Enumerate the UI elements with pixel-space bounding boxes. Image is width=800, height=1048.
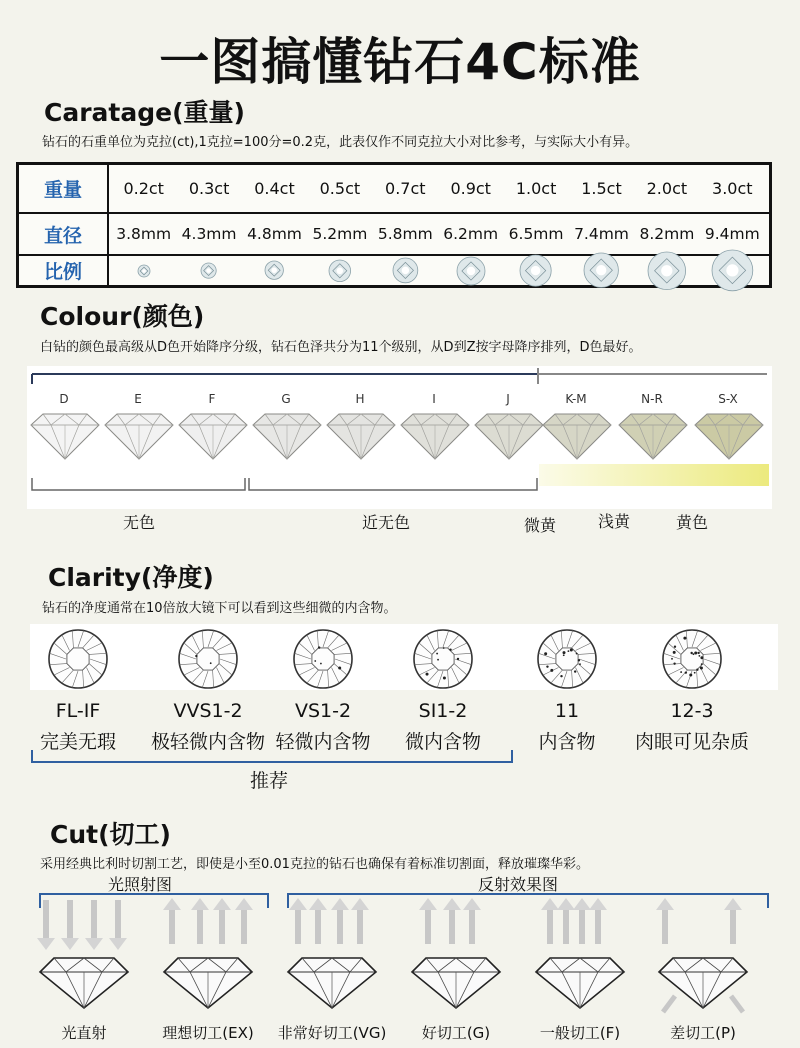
weight-cell: 1.0ct: [515, 179, 557, 198]
colour-category-label: 黄色: [676, 513, 709, 532]
colour-grade-label: H: [355, 392, 365, 406]
diameter-cell: 6.2mm: [443, 225, 499, 243]
colour-grade-label: G: [281, 392, 291, 406]
weight-cell: 0.9ct: [450, 179, 491, 198]
colour-heading: Colour(颜色): [40, 302, 205, 331]
diameter-cell: 4.8mm: [247, 225, 302, 243]
clarity-desc-label: 微内含物: [404, 731, 481, 753]
carat-weight-row: [19, 165, 769, 214]
weight-cell: 1.5ct: [581, 179, 622, 198]
diameter-cell: 5.2mm: [312, 225, 368, 243]
diameter-cell: 6.5mm: [508, 225, 564, 243]
clarity-diamond-icon: [175, 628, 241, 694]
diamond-size-icon: [569, 256, 634, 285]
clarity-grade-label: FL-IF: [55, 700, 101, 722]
cut-diagram-icon: [160, 896, 256, 1022]
diamond-icon: [325, 411, 397, 465]
colour-category-label: 无色: [123, 513, 156, 532]
clarity-desc-label: 极轻微内含物: [150, 731, 265, 753]
carat-description: 钻石的石重单位为克拉(ct),1克拉=100分=0.2克，此表仅作不同克拉大小对比参考，与实际大小有异。: [42, 135, 639, 150]
diameter-cell: 3.8mm: [116, 225, 172, 243]
diameter-cell: 7.4mm: [574, 225, 629, 243]
clarity-diamond-icon: [659, 628, 725, 694]
diamond-size-icon: [242, 256, 307, 285]
cut-diagram-icon: [532, 896, 628, 1022]
carat-table: [16, 162, 772, 288]
colour-description: 白钻的颜色最高级从D色开始降序分级，钻石色泽共分为11个级别，从D到Z按字母降序排列，D色最好。: [40, 340, 642, 355]
colour-scale-panel: [27, 366, 772, 509]
recommend-label: 推荐: [250, 770, 289, 792]
cut-grade-label: 差切工(P): [670, 1024, 736, 1042]
cut-grade-label: 光直射: [61, 1024, 107, 1042]
clarity-grade-label: 11: [554, 700, 580, 722]
clarity-desc-label: 轻微内含物: [275, 731, 371, 753]
colour-category-label: 近无色: [362, 513, 411, 532]
diamond-icon: [693, 411, 765, 465]
diameter-cell: 8.2mm: [639, 225, 695, 243]
diamond-icon: [29, 411, 101, 465]
clarity-diamond-icon: [290, 628, 356, 694]
cut-diagram-icon: [408, 896, 504, 1022]
clarity-grade-label: SI1-2: [418, 700, 468, 722]
weight-cell: 2.0ct: [646, 179, 688, 198]
colour-grade-label: J: [506, 392, 510, 406]
cut-description: 采用经典比利时切割工艺，即使是小至0.01克拉的钻石也确保有着标准切割面，释放璀璨华彩。: [40, 857, 589, 872]
carat-diameter-row: [19, 214, 769, 256]
colour-category-label: 微黄: [524, 516, 557, 535]
clarity-grade-label: 12-3: [670, 700, 714, 722]
cut-grade-label: 理想切工(EX): [162, 1024, 254, 1042]
colour-grade-label: K-M: [565, 392, 587, 406]
weight-row-label: 重量: [19, 165, 109, 212]
weight-cell: 3.0ct: [712, 179, 753, 198]
clarity-desc-label: 完美无瑕: [39, 731, 116, 753]
weight-cell: 0.5ct: [319, 179, 361, 198]
diameter-cell: 4.3mm: [181, 225, 237, 243]
diamond-icon: [473, 411, 545, 465]
diamond-size-icon: [634, 256, 699, 285]
cut-diagram-icon: [36, 896, 132, 1022]
clarity-heading: Clarity(净度): [48, 563, 214, 592]
colour-grade-label: N-R: [641, 392, 663, 406]
diamond-icon: [177, 411, 249, 465]
cut-grade-label: 好切工(G): [421, 1024, 491, 1042]
weight-cell: 0.4ct: [254, 179, 295, 198]
cut-heading: Cut(切工): [50, 820, 171, 849]
colour-grade-label: D: [59, 392, 69, 406]
diamond-size-icon: [176, 256, 241, 285]
diameter-cell: 5.8mm: [377, 225, 433, 243]
clarity-desc-label: 肉眼可见杂质: [634, 731, 749, 753]
cut-diagram-icon: [655, 896, 751, 1022]
recommend-bracket: [28, 748, 518, 768]
clarity-desc-label: 内含物: [538, 731, 596, 753]
weight-cell: 0.2ct: [123, 179, 164, 198]
colour-grade-label: E: [134, 392, 142, 406]
clarity-diamond-icon: [534, 628, 600, 694]
cut-grade-label: 非常好切工(VG): [277, 1024, 387, 1042]
clarity-grade-label: VS1-2: [294, 700, 352, 722]
diamond-size-icon: [700, 256, 765, 285]
ratio-row-label: 比例: [19, 256, 109, 285]
diamond-icon: [541, 411, 613, 465]
diamond-size-icon: [307, 256, 372, 285]
diameter-cell: 9.4mm: [704, 225, 760, 243]
diamond-size-icon: [111, 256, 176, 285]
carat-heading: Caratage(重量): [44, 98, 245, 127]
page-title: 一图搞懂钻石4C标准: [159, 33, 641, 91]
diamond-size-icon: [503, 256, 568, 285]
diamond-icon: [617, 411, 689, 465]
diamond-size-icon: [438, 256, 503, 285]
cut-grade-label: 一般切工(F): [539, 1024, 621, 1042]
colour-category-label: 浅黄: [598, 512, 631, 531]
weight-cell: 0.7ct: [385, 179, 426, 198]
clarity-diamond-icon: [45, 628, 111, 694]
reflect-group-label: 反射效果图: [478, 875, 559, 894]
diamond-icon: [399, 411, 471, 465]
clarity-grade-label: VVS1-2: [173, 700, 243, 722]
carat-ratio-row: [19, 256, 769, 285]
diamond-size-icon: [373, 256, 438, 285]
colour-grade-label: F: [208, 392, 216, 406]
weight-cell: 0.3ct: [188, 179, 230, 198]
light-group-label: 光照射图: [108, 875, 173, 894]
diameter-row-label: 直径: [19, 214, 109, 254]
cut-diagram-icon: [284, 896, 380, 1022]
colour-grade-label: I: [432, 392, 436, 406]
clarity-diamond-icon: [410, 628, 476, 694]
clarity-description: 钻石的净度通常在10倍放大镜下可以看到这些细微的内含物。: [42, 601, 397, 616]
diamond-icon: [251, 411, 323, 465]
colour-grade-label: S-X: [718, 392, 738, 406]
diamond-icon: [103, 411, 175, 465]
